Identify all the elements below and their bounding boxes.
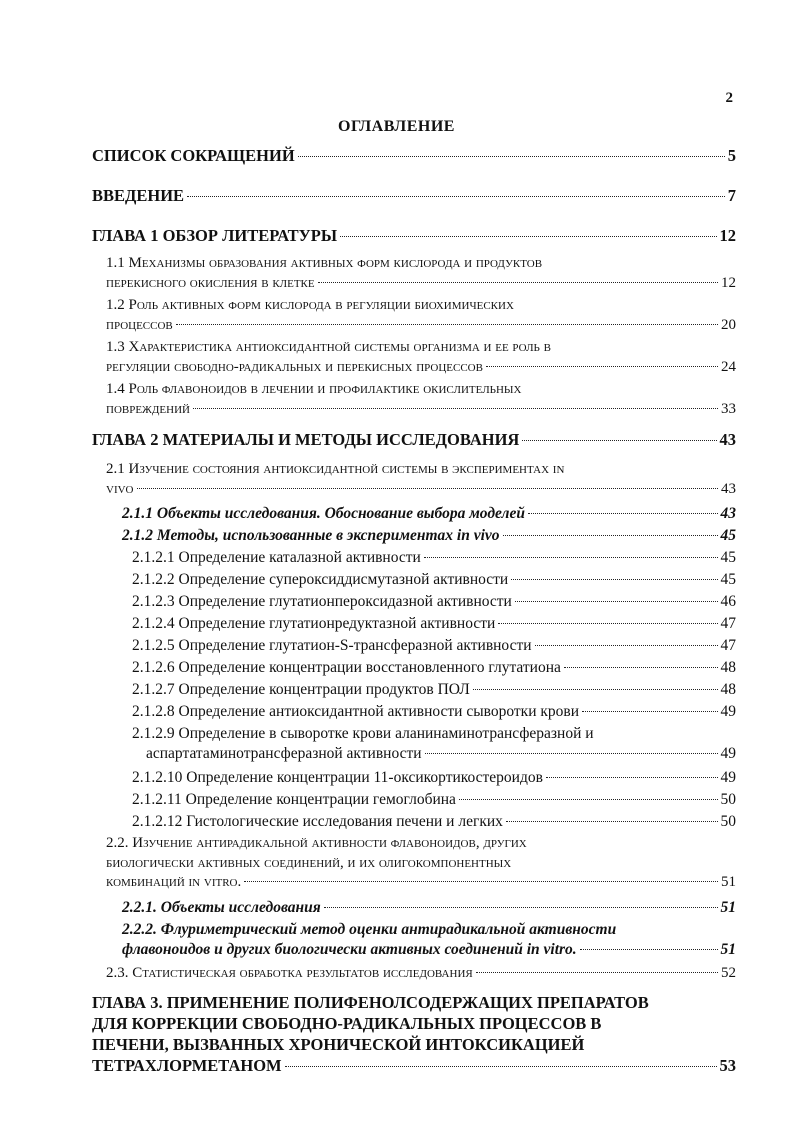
toc-entry-page: 51 xyxy=(720,940,736,958)
toc-entry-page: 45 xyxy=(720,571,736,588)
toc-entry-text: 2.1.2.7 Определение концентрации продуктов ПОЛ xyxy=(132,681,470,698)
toc-entry-text-line2: биологически активных соединений, и их олигокомпонентных xyxy=(106,854,512,871)
toc-entry-text: 2.1.2.6 Определение концентрации восстановленного глутатиона xyxy=(132,659,561,676)
toc-entry-page: 33 xyxy=(721,400,736,417)
toc-entry-text: аспартатаминотрансферазной активности xyxy=(146,744,422,762)
toc-entry-text: 2.1.1 Объекты исследования. Обоснование выбора моделей xyxy=(122,505,525,522)
toc-entry-page: 24 xyxy=(721,358,736,375)
toc-entry-page: 48 xyxy=(720,681,736,698)
toc-entry-2-1-2-5[interactable] xyxy=(132,636,736,656)
toc-entry-2-1-2-10[interactable] xyxy=(132,768,736,788)
toc-entry-page: 53 xyxy=(719,1056,736,1075)
toc-entry-text-line1: 2.2.2. Флуриметрический метод оценки антирадикальной активности xyxy=(122,921,617,938)
toc-entry-abbreviations[interactable] xyxy=(92,146,736,166)
toc-entry-2-1-2-9[interactable] xyxy=(132,724,736,763)
toc-entry-text-line1: 1.1 Механизмы образования активных форм кислорода и продуктов xyxy=(106,255,543,271)
toc-entry-2-1-2-11[interactable] xyxy=(132,790,736,810)
toc-entry-text: ГЛАВА 1 ОБЗОР ЛИТЕРАТУРЫ xyxy=(92,226,338,245)
toc-entry-text: повреждений xyxy=(106,400,190,417)
toc-entry-text: 2.1.2.12 Гистологические исследования печени и легких xyxy=(132,813,503,830)
toc-entry-text: 2.2.1. Объекты исследования xyxy=(122,899,321,916)
toc-entry-2-2-1[interactable] xyxy=(122,898,736,918)
toc-entry-text: ГЛАВА 2 МАТЕРИАЛЫ И МЕТОДЫ ИССЛЕДОВАНИЯ xyxy=(92,430,520,449)
toc-entry-text-line1: 1.3 Характеристика антиоксидантной системы организма и ее роль в xyxy=(106,339,551,355)
toc-entry-2-1-2-6[interactable] xyxy=(132,658,736,678)
toc-entry-chapter-1[interactable] xyxy=(92,226,736,246)
toc-entry-text: 2.1.2.5 Определение глутатион-S-трансферазной активности xyxy=(132,637,532,654)
toc-entry-text: ТЕТРАХЛОРМЕТАНОМ xyxy=(92,1056,282,1075)
toc-entry-text-line1: ГЛАВА 3. ПРИМЕНЕНИЕ ПОЛИФЕНОЛСОДЕРЖАЩИХ ПРЕПАРАТОВ xyxy=(92,993,649,1012)
toc-entry-text: 2.1.2.11 Определение концентрации гемоглобина xyxy=(132,791,456,808)
toc-entry-page: 43 xyxy=(720,505,736,522)
toc-entry-2-1[interactable] xyxy=(106,460,736,499)
toc-entry-1-4[interactable] xyxy=(106,380,736,419)
toc-entry-2-2-2[interactable] xyxy=(122,920,736,959)
toc-entry-2-1-2[interactable] xyxy=(122,526,736,546)
toc-entry-1-3[interactable] xyxy=(106,338,736,377)
toc-entry-page: 20 xyxy=(721,316,736,333)
toc-entry-page: 43 xyxy=(721,480,736,497)
toc-entry-page: 50 xyxy=(720,791,736,808)
toc-entry-chapter-3[interactable] xyxy=(92,992,736,1076)
toc-entry-2-1-2-2[interactable] xyxy=(132,570,736,590)
toc-entry-text: 2.1.2.4 Определение глутатионредуктазной активности xyxy=(132,615,496,632)
toc-entry-page: 12 xyxy=(721,274,736,291)
toc-entry-page: 49 xyxy=(720,769,736,786)
toc-entry-page: 45 xyxy=(720,549,736,566)
toc-entry-2-3[interactable] xyxy=(106,964,736,984)
toc-entry-text-line3: ПЕЧЕНИ, ВЫЗВАННЫХ ХРОНИЧЕСКОЙ ИНТОКСИКАЦИЕЙ xyxy=(92,1035,585,1054)
toc-entry-page: 43 xyxy=(719,430,736,449)
toc-entry-2-1-2-8[interactable] xyxy=(132,702,736,722)
toc-entry-chapter-2[interactable] xyxy=(92,430,736,450)
toc-entry-2-1-1[interactable] xyxy=(122,504,736,524)
toc-entry-1-1[interactable] xyxy=(106,254,736,293)
toc-entry-introduction[interactable] xyxy=(92,186,736,206)
toc-entry-text: vivo xyxy=(106,480,134,497)
toc-entry-text: ВВЕДЕНИЕ xyxy=(92,186,185,205)
toc-entry-text: 2.1.2.10 Определение концентрации 11-оксикортикостероидов xyxy=(132,769,543,786)
toc-entry-page: 12 xyxy=(719,226,736,245)
toc-entry-text: 2.1.2.1 Определение каталазной активности xyxy=(132,549,421,566)
toc-entry-page: 49 xyxy=(720,744,736,762)
toc-entry-page: 51 xyxy=(721,874,736,890)
toc-entry-page: 52 xyxy=(721,965,736,981)
toc-entry-text: 2.1.2.3 Определение глутатионпероксидазной активности xyxy=(132,593,512,610)
toc-entry-text: перекисного окисления в клетке xyxy=(106,274,315,291)
toc-entry-text: 2.3. Статистическая обработка результатов исследования xyxy=(106,965,473,981)
toc-entry-page: 5 xyxy=(727,146,736,165)
toc-entry-page: 7 xyxy=(727,186,736,205)
toc-entry-2-2[interactable] xyxy=(106,834,736,893)
toc-entry-page: 49 xyxy=(720,703,736,720)
toc-entry-page: 47 xyxy=(720,615,736,632)
page-number: 2 xyxy=(725,90,733,106)
toc-entry-page: 47 xyxy=(720,637,736,654)
toc-entry-2-1-2-7[interactable] xyxy=(132,680,736,700)
toc-entry-text-line1: 2.2. Изучение антирадикальной активности флавоноидов, других xyxy=(106,835,527,851)
toc-entry-2-1-2-3[interactable] xyxy=(132,592,736,612)
toc-entry-2-1-2-1[interactable] xyxy=(132,548,736,568)
toc-entry-text: СПИСОК СОКРАЩЕНИЙ xyxy=(92,146,295,165)
toc-entry-text-line1: 1.4 Роль флавоноидов в лечении и профилактике окислительных xyxy=(106,381,522,397)
toc-entry-text-line1: 1.2 Роль активных форм кислорода в регуляции биохимических xyxy=(106,297,514,313)
toc-entry-text: процессов xyxy=(106,316,173,333)
toc-entry-page: 48 xyxy=(720,659,736,676)
toc-entry-page: 46 xyxy=(720,593,736,610)
toc-entry-text: комбинаций in vitro. xyxy=(106,874,242,890)
toc-entry-page: 50 xyxy=(720,813,736,830)
toc-entry-text: регуляции свободно-радикальных и перекисных процессов xyxy=(106,358,483,375)
toc-entry-text: 2.1.2.8 Определение антиоксидантной активности сыворотки крови xyxy=(132,703,580,720)
toc-entry-page: 45 xyxy=(720,527,736,544)
toc-entry-text: 2.1.2.2 Определение супероксиддисмутазной активности xyxy=(132,571,509,588)
toc-entry-text-line1: 2.1.2.9 Определение в сыворотке крови аланинаминотрансферазной и xyxy=(132,725,594,742)
toc-entry-text-line2: ДЛЯ КОРРЕКЦИИ СВОБОДНО-РАДИКАЛЬНЫХ ПРОЦЕССОВ В xyxy=(92,1014,602,1033)
toc-entry-1-2[interactable] xyxy=(106,296,736,335)
toc-entry-2-1-2-4[interactable] xyxy=(132,614,736,634)
toc-entry-page: 51 xyxy=(720,899,736,916)
toc-entry-2-1-2-12[interactable] xyxy=(132,812,736,832)
toc-entry-text: флавоноидов и других биологически активных соединений in vitro. xyxy=(122,940,577,958)
toc-entry-text-line1: 2.1 Изучение состояния антиоксидантной системы в экспериментах in xyxy=(106,461,565,477)
toc-title: ОГЛАВЛЕНИЕ xyxy=(338,118,455,135)
toc-entry-text: 2.1.2 Методы, использованные в экспериментах in vivo xyxy=(122,527,500,544)
